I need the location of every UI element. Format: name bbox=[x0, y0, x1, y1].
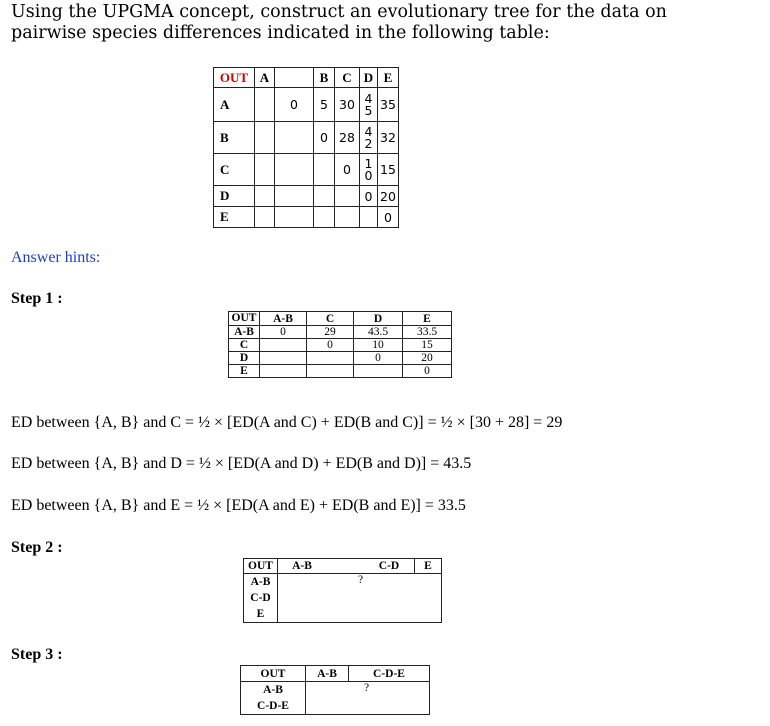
row-label: A-B bbox=[229, 326, 260, 339]
unknown-value: ? bbox=[364, 682, 370, 694]
corner-cell bbox=[229, 312, 260, 326]
row-label: A-B bbox=[263, 684, 283, 696]
stacked-value: 4 5 bbox=[364, 91, 373, 118]
row-label: D bbox=[229, 352, 260, 365]
cell: 20 bbox=[403, 352, 452, 365]
table-header-row bbox=[214, 68, 399, 88]
header-cell: A-B bbox=[306, 666, 349, 682]
stacked-value: 1 0 bbox=[364, 156, 373, 183]
table-row bbox=[214, 154, 399, 186]
cell: 30 bbox=[335, 88, 360, 122]
table-row bbox=[241, 682, 430, 715]
header-cell: C-D bbox=[364, 559, 415, 574]
row-label: E bbox=[229, 365, 260, 378]
table-row bbox=[214, 88, 399, 122]
cell: 43.5 bbox=[354, 326, 403, 339]
cell: 29 bbox=[307, 326, 354, 339]
empty-cell bbox=[260, 352, 307, 365]
row-label: B bbox=[214, 122, 255, 154]
row-label-stack bbox=[244, 574, 277, 622]
header-cell: C-D-E bbox=[349, 666, 430, 682]
table-header-row bbox=[229, 312, 452, 326]
table-header-row bbox=[244, 559, 442, 574]
question-text bbox=[11, 2, 667, 44]
corner-cell: OUT bbox=[214, 68, 255, 88]
empty-cell bbox=[314, 207, 335, 228]
step-1-table bbox=[228, 311, 452, 378]
table-header-row bbox=[241, 666, 430, 682]
empty-cell bbox=[314, 154, 335, 186]
row-label: C-D-E bbox=[257, 700, 289, 712]
cell bbox=[360, 122, 378, 154]
header-cell: B bbox=[314, 68, 335, 88]
question-line-1: Using the UPGMA concept, construct an evolutionary tree for the data on bbox=[11, 2, 667, 22]
cell: 28 bbox=[335, 122, 360, 154]
header-cell: C bbox=[307, 312, 354, 326]
row-labels-cell bbox=[241, 682, 306, 715]
empty-cell bbox=[360, 207, 378, 228]
cell bbox=[360, 88, 378, 122]
empty-cell bbox=[255, 122, 275, 154]
cell: 15 bbox=[403, 339, 452, 352]
values-cell bbox=[278, 574, 442, 623]
header-cell: A bbox=[255, 68, 275, 88]
empty-cell bbox=[307, 352, 354, 365]
empty-cell bbox=[275, 207, 314, 228]
empty-cell bbox=[275, 122, 314, 154]
header-cell: A-B bbox=[278, 559, 327, 574]
row-label-stack bbox=[229, 312, 259, 325]
empty-cell bbox=[260, 365, 307, 378]
empty-cell bbox=[255, 186, 275, 207]
header-cell: E bbox=[415, 559, 442, 574]
cell: 0 bbox=[335, 154, 360, 186]
row-label: C bbox=[214, 154, 255, 186]
values-area bbox=[278, 574, 441, 622]
corner-label: OUT bbox=[231, 312, 257, 324]
answer-hints-label: Answer hints: bbox=[11, 249, 101, 266]
empty-cell bbox=[314, 186, 335, 207]
empty-cell bbox=[275, 68, 314, 88]
equation-ab-e: ED between {A, B} and E = ½ × [ED(A and E) + ED(B and E)] = 33.5 bbox=[11, 497, 466, 514]
empty-cell bbox=[307, 365, 354, 378]
row-label: E bbox=[214, 207, 255, 228]
pairwise-differences-table bbox=[213, 67, 399, 228]
equation-ab-d: ED between {A, B} and D = ½ × [ED(A and D) + ED(B and D)] = 43.5 bbox=[11, 455, 472, 472]
unknown-value: ? bbox=[358, 574, 364, 586]
cell: 32 bbox=[378, 122, 399, 154]
row-label: A-B bbox=[250, 576, 271, 588]
step-2-table bbox=[243, 558, 442, 623]
corner-cell: OUT bbox=[244, 559, 278, 574]
row-label: C bbox=[229, 339, 260, 352]
cell: 0 bbox=[275, 88, 314, 122]
empty-cell bbox=[275, 154, 314, 186]
header-cell: C bbox=[335, 68, 360, 88]
cell: 0 bbox=[354, 352, 403, 365]
step-2-title: Step 2 : bbox=[11, 539, 63, 556]
step-3-table bbox=[240, 665, 430, 715]
cell bbox=[360, 154, 378, 186]
cell: 0 bbox=[307, 339, 354, 352]
step-1-title: Step 1 : bbox=[11, 290, 63, 307]
cell: 35 bbox=[378, 88, 399, 122]
table-row bbox=[229, 326, 452, 339]
table-row bbox=[214, 186, 399, 207]
header-cell: E bbox=[378, 68, 399, 88]
empty-cell bbox=[260, 339, 307, 352]
cell: 0 bbox=[314, 122, 335, 154]
row-label: D bbox=[214, 186, 255, 207]
empty-cell bbox=[255, 207, 275, 228]
header-cell: E bbox=[403, 312, 452, 326]
empty-cell bbox=[255, 154, 275, 186]
header-cell: D bbox=[354, 312, 403, 326]
empty-cell bbox=[335, 186, 360, 207]
cell: 0 bbox=[360, 186, 378, 207]
corner-cell: OUT bbox=[241, 666, 306, 682]
table-row bbox=[214, 122, 399, 154]
values-area bbox=[306, 682, 429, 714]
cell: 0 bbox=[378, 207, 399, 228]
stacked-value: 4 2 bbox=[364, 124, 373, 151]
cell: 0 bbox=[403, 365, 452, 378]
step-3-title: Step 3 : bbox=[11, 646, 63, 663]
row-label: C-D bbox=[250, 592, 271, 604]
empty-cell bbox=[354, 365, 403, 378]
header-cell: D bbox=[360, 68, 378, 88]
row-label-stack bbox=[241, 682, 305, 714]
table-row bbox=[244, 574, 442, 623]
cell: 0 bbox=[260, 326, 307, 339]
row-labels-cell bbox=[244, 574, 278, 623]
table-row bbox=[229, 352, 452, 365]
empty-cell bbox=[335, 207, 360, 228]
cell: 15 bbox=[378, 154, 399, 186]
cell: 10 bbox=[354, 339, 403, 352]
row-label: A bbox=[214, 88, 255, 122]
cell: 33.5 bbox=[403, 326, 452, 339]
empty-cell bbox=[326, 559, 364, 574]
header-cell: A-B bbox=[260, 312, 307, 326]
question-line-2: pairwise species differences indicated in the following table: bbox=[11, 23, 550, 43]
cell: 20 bbox=[378, 186, 399, 207]
empty-cell bbox=[255, 88, 275, 122]
table-row bbox=[214, 207, 399, 228]
empty-cell bbox=[275, 186, 314, 207]
table-row bbox=[229, 339, 452, 352]
values-cell bbox=[306, 682, 430, 715]
cell: 5 bbox=[314, 88, 335, 122]
equation-ab-c: ED between {A, B} and C = ½ × [ED(A and C) + ED(B and C)] = ½ × [30 + 28] = 29 bbox=[11, 414, 563, 431]
row-label: E bbox=[256, 608, 265, 620]
table-row bbox=[229, 365, 452, 378]
